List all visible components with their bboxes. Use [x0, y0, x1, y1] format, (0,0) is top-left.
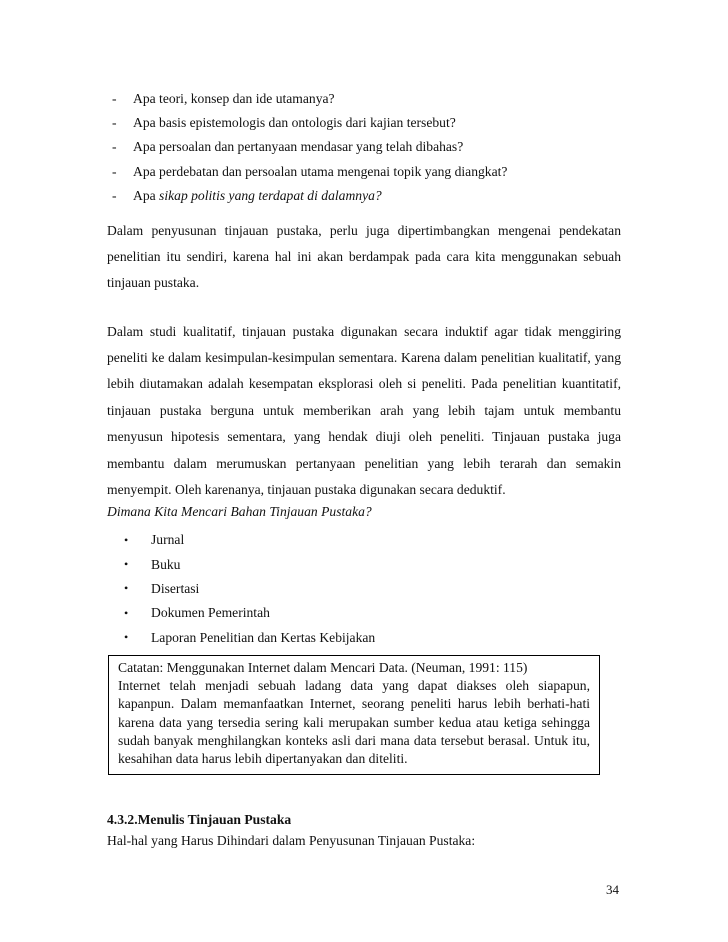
section-title: 4.3.2.Menulis Tinjauan Pustaka	[107, 812, 292, 827]
list-item-text	[133, 188, 382, 204]
dash-marker: -	[112, 187, 117, 203]
dash-marker: -	[112, 91, 117, 107]
list-item	[107, 87, 627, 111]
page-number: 34	[606, 882, 619, 897]
bullet-icon: •	[124, 557, 129, 572]
list-item-text: Apa persoalan dan pertanyaan mendasar yang telah dibahas?	[133, 139, 464, 155]
source-label: Dokumen Pemerintah	[151, 605, 270, 621]
note-title: Catatan: Menggunakan Internet dalam Mencari Data. (Neuman, 1991: 115)	[118, 660, 528, 675]
bullet-icon: •	[124, 532, 129, 547]
note-body: Internet telah menjadi sebuah ladang data yang dapat diakses oleh siapapun, kapanpun. Dalam memanfaatkan Internet, seorang peneliti harus lebih berhati-hati karena data yang tersedia sering kali merupakan sumber kedua atau ketiga sehingga sudah banyak menghilangkan konteks asli dari mana data tersebut berasal. Untuk itu, kesahihan data harus lebih dipertanyakan dan diteliti.	[118, 678, 590, 767]
list-item	[107, 111, 627, 135]
paragraph-approach: Dalam penyusunan tinjauan pustaka, perlu juga dipertimbangkan mengenai pendekatan penelitian itu sendiri, karena hal ini akan berdampak pada cara kita menggunakan sebuah tinjauan pustaka.	[107, 222, 621, 291]
bullet-icon: •	[124, 630, 129, 645]
list-item	[124, 528, 375, 552]
list-item-text-italic: sikap politis yang terdapat di dalamnya?	[159, 187, 382, 203]
dash-marker: -	[112, 163, 117, 179]
list-item-text: Apa teori, konsep dan ide utamanya?	[133, 91, 335, 107]
source-label: Buku	[151, 556, 181, 572]
list-item	[124, 601, 375, 625]
bullet-icon: •	[124, 605, 129, 620]
bullet-icon: •	[124, 581, 129, 596]
question-list	[107, 87, 627, 208]
paragraph-qualitative-quantitative: Dalam studi kualitatif, tinjauan pustaka digunakan secara induktif agar tidak menggiring peneliti ke dalam kesimpulan-kesimpulan sementara. Karena dalam penelitian kualitatif, yang lebih diutamakan adalah kesempatan eksplorasi oleh si peneliti. Pada penelitian kuantitatif, tinjauan pustaka berguna untuk memberikan arah yang lebih tajam untuk membantu menyusun hipotesis sementara, yang hendak diuji oleh peneliti. Tinjauan pustaka juga membantu dalam merumuskan pertanyaan penelitian yang lebih terarah dan semakin menyempit. Oleh karenanya, tinjauan pustaka digunakan secara deduktif.	[107, 323, 621, 498]
source-label: Jurnal	[151, 532, 185, 548]
section-subtitle: Hal-hal yang Harus Dihindari dalam Penyusunan Tinjauan Pustaka:	[107, 833, 476, 848]
list-item-text-plain: Apa	[133, 187, 160, 203]
sources-list	[124, 528, 375, 650]
list-item	[124, 552, 375, 576]
list-item	[107, 160, 627, 184]
list-item	[107, 184, 627, 208]
source-label: Disertasi	[151, 580, 200, 596]
dash-marker: -	[112, 115, 117, 131]
list-item	[107, 135, 627, 159]
list-item-text: Apa perdebatan dan persoalan utama mengenai topik yang diangkat?	[133, 163, 508, 179]
list-item-text: Apa basis epistemologis dan ontologis dari kajian tersebut?	[133, 115, 456, 131]
list-item	[124, 626, 375, 650]
dash-marker: -	[112, 139, 117, 155]
source-label: Laporan Penelitian dan Kertas Kebijakan	[151, 629, 376, 645]
list-item	[124, 577, 375, 601]
sources-heading: Dimana Kita Mencari Bahan Tinjauan Pustaka?	[107, 504, 372, 519]
note-box	[108, 655, 600, 775]
